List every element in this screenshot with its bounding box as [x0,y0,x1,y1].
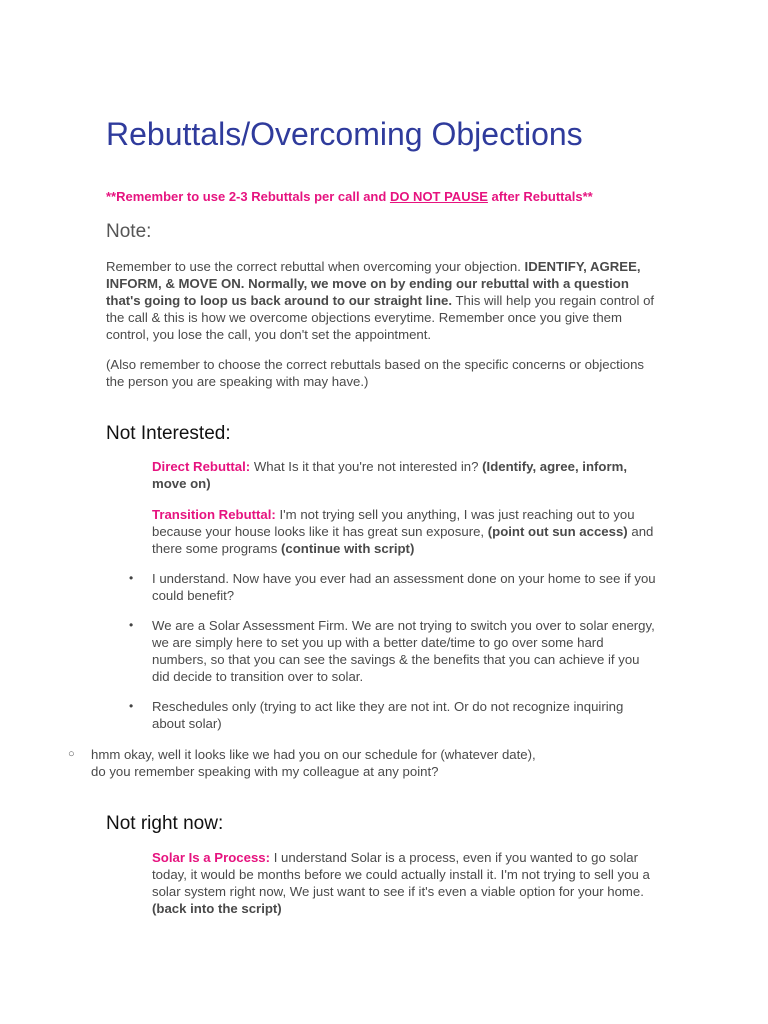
note-also-paragraph: (Also remember to choose the correct rebuttals based on the specific concerns or objections the person you are speaking with may have.) [106,357,645,389]
solar-process-bold: (back into the script) [152,901,282,916]
list-item [129,617,658,685]
direct-rebuttal-text: What Is it that you're not interested in? [250,459,483,474]
sub-list-item [68,746,552,780]
list-item [129,698,658,732]
page-title: Rebuttals/Overcoming Objections [106,116,583,152]
transition-rebuttal-bold-1: (point out sun access) [487,524,628,539]
bullet-icon: • [129,618,134,632]
hollow-bullet-icon: ○ [68,748,75,760]
note-bold-text: IDENTIFY, AGREE, INFORM, & MOVE ON. Normally, we move on by ending our rebuttal with a question that's going to loop us back around to our straight line. [106,259,641,308]
bullet-icon: • [129,571,134,585]
direct-rebuttal-label: Direct Rebuttal: [152,459,251,474]
solar-process-text: I understand Solar is a process, even if you wanted to go solar today, it would be months before we could actually install it. I'm not trying to sell you a solar system right now, We just want to see if it's even a viable option for your home. [152,850,650,899]
transition-rebuttal-text-1: I'm not trying sell you anything, I was just reaching out to you because your house looks like it has great sun exposure, [152,507,635,539]
direct-rebuttal [152,458,658,492]
note-paragraph [106,258,666,343]
bullet-icon: • [129,699,134,713]
transition-rebuttal-bold-2: (continue with script) [281,541,415,556]
transition-rebuttal [152,506,658,557]
note-rest: This will help you regain control of the call & this is how we overcome objections everytime. Remember once you give them control, you lose the call, you don't set the appointment. [106,293,655,342]
not-right-now-heading: Not right now: [106,813,224,834]
list-item-text: Reschedules only (trying to act like they are not int. Or do not recognize inquiring about solar) [152,699,624,731]
note-heading: Note: [106,221,152,242]
list-item-text: We are a Solar Assessment Firm. We are not trying to switch you over to solar energy, we are simply here to set you up with a better date/time to go over some hard numbers, so that you can see the savings & the benefits that you can achieve if you did decide to transition over to solar. [152,618,655,684]
reminder-underlined: DO NOT PAUSE [389,189,488,204]
solar-process-rebuttal [152,849,658,917]
transition-rebuttal-text-2: and there some programs [152,524,654,556]
reminder-banner [106,189,593,204]
transition-rebuttal-label: Transition Rebuttal: [152,507,276,522]
list-item [129,570,658,604]
solar-process-label: Solar Is a Process: [152,850,271,865]
note-intro: Remember to use the correct rebuttal when overcoming your objection. [106,259,525,274]
reminder-suffix: after Rebuttals** [487,189,593,204]
not-interested-heading: Not Interested: [106,423,231,444]
list-item-text: I understand. Now have you ever had an assessment done on your home to see if you could benefit? [152,571,656,603]
direct-rebuttal-bold: (Identify, agree, inform, move on) [152,459,627,491]
sub-list-item-text: hmm okay, well it looks like we had you on our schedule for (whatever date), do you remember speaking with my colleague at any point? [91,747,536,779]
not-interested-bullet-list [129,570,658,745]
reminder-prefix: **Remember to use 2-3 Rebuttals per call and [106,189,390,204]
